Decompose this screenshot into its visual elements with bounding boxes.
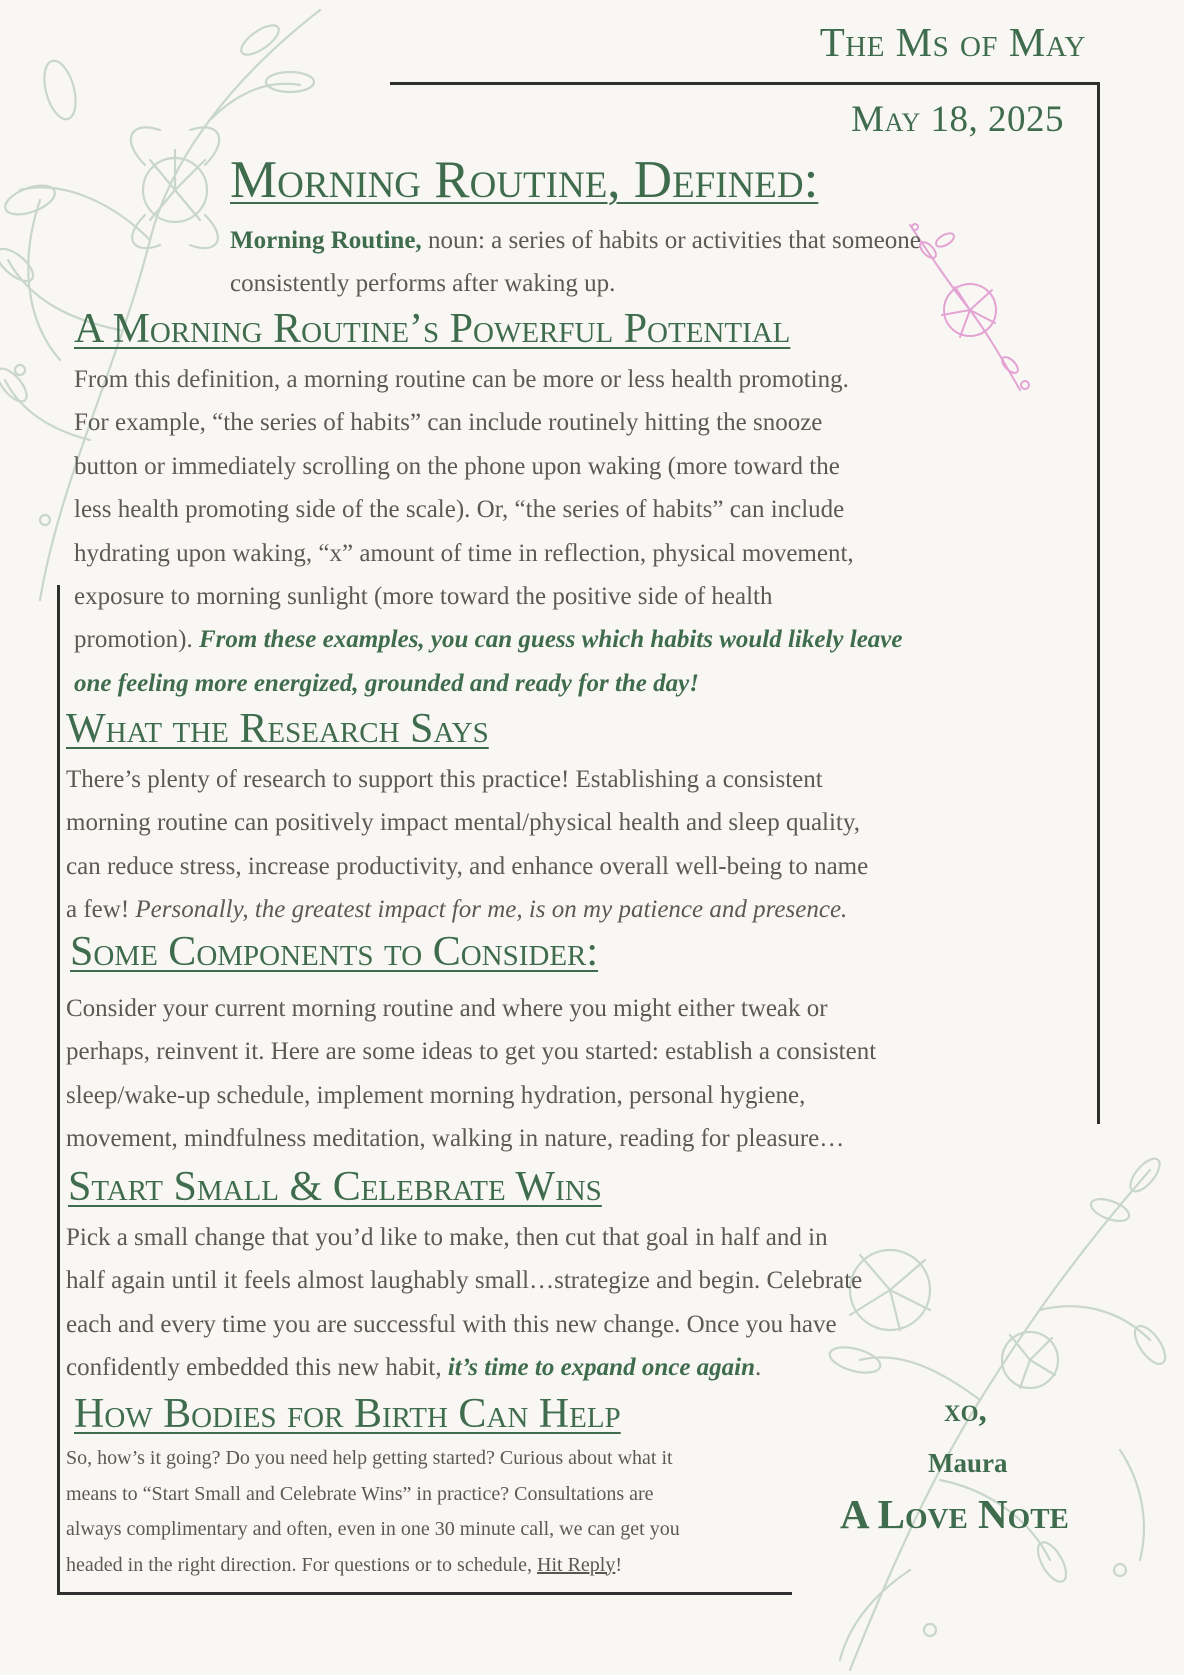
potential-text xyxy=(74,358,1094,705)
potential-line-7: promotion). xyxy=(74,626,199,654)
research-line-4: a few! xyxy=(66,896,136,924)
definition-line-2: consistently performs after waking up. xyxy=(230,270,616,298)
research-text xyxy=(66,758,1096,932)
start-small-emphasis: it’s time to expand once again xyxy=(447,1354,756,1382)
signoff-xo: xo, xyxy=(944,1393,987,1429)
heading-defined: Morning Routine, Defined: xyxy=(230,151,819,209)
top-rule xyxy=(390,82,1100,85)
start-small-line-1: Pick a small change that you’d like to make, then cut that goal in half and in xyxy=(66,1224,828,1251)
help-line-1: So, how’s it going? Do you need help getting started? Curious about what it xyxy=(66,1447,673,1469)
help-line-4: headed in the right direction. For questions or to schedule, xyxy=(66,1553,538,1576)
start-small-line-3: each and every time you are successful with this new change. Once you have xyxy=(66,1310,837,1338)
heading-help: How Bodies for Birth Can Help xyxy=(74,1391,621,1437)
definition-text xyxy=(230,219,1090,306)
components-line-3: sleep/wake-up schedule, implement morning hydration, personal hygiene, xyxy=(66,1081,806,1109)
research-line-3: can reduce stress, increase productivity, and enhance overall well-being to name xyxy=(66,852,869,880)
potential-line-2: For example, “the series of habits” can include routinely hitting the snooze xyxy=(74,409,823,437)
components-line-1: Consider your current morning routine and where you might either tweak or xyxy=(66,995,828,1022)
definition-line-1: noun: a series of habits or activities that someone xyxy=(421,227,921,254)
research-line-1: There’s plenty of research to support this practice! Establishing a consistent xyxy=(66,766,823,793)
potential-line-1: From this definition, a morning routine can be more or less health promoting. xyxy=(74,366,849,393)
help-end: ! xyxy=(615,1553,623,1576)
signoff-title: A Love Note xyxy=(840,1491,1069,1537)
components-text xyxy=(66,987,1106,1161)
heading-research: What the Research Says xyxy=(66,706,489,752)
start-small-line-4: confidently embedded this new habit, xyxy=(66,1354,448,1382)
heading-potential: A Morning Routine’s Powerful Potential xyxy=(74,306,791,352)
start-small-text xyxy=(66,1216,1106,1390)
help-line-3: always complimentary and often, even in one 30 minute call, we can get you xyxy=(66,1518,680,1540)
potential-line-3: button or immediately scrolling on the phone upon waking (more toward the xyxy=(74,452,840,480)
components-line-4: movement, mindfulness meditation, walking in nature, reading for pleasure… xyxy=(66,1125,845,1153)
left-rule xyxy=(57,585,60,1595)
potential-emphasis-2: one feeling more energized, grounded and ready for the day! xyxy=(74,669,699,697)
potential-line-4: less health promoting side of the scale). Or, “the series of habits” can include xyxy=(74,496,845,524)
signoff-name: Maura xyxy=(928,1448,1008,1478)
help-text xyxy=(66,1441,846,1583)
right-rule xyxy=(1097,82,1100,1124)
masthead: The Ms of May xyxy=(819,19,1086,65)
hit-reply-link[interactable]: Hit Reply xyxy=(537,1553,616,1576)
help-line-2: means to “Start Small and Celebrate Wins” in practice? Consultations are xyxy=(66,1482,654,1505)
definition-term: Morning Routine, xyxy=(230,227,422,254)
bottom-rule xyxy=(57,1592,792,1595)
start-small-line-2: half again until it feels almost laughably small…strategize and begin. Celebrate xyxy=(66,1267,863,1295)
research-italic: Personally, the greatest impact for me, is on my patience and presence. xyxy=(135,896,848,924)
potential-line-5: hydrating upon waking, “x” amount of time in reflection, physical movement, xyxy=(74,539,854,567)
components-line-2: perhaps, reinvent it. Here are some ideas to get you started: establish a consistent xyxy=(66,1038,877,1066)
potential-line-6: exposure to morning sunlight (more toward the positive side of health xyxy=(74,583,773,611)
research-line-2: morning routine can positively impact mental/physical health and sleep quality, xyxy=(66,809,861,837)
heading-start-small: Start Small & Celebrate Wins xyxy=(68,1164,602,1210)
start-small-end: . xyxy=(755,1354,762,1382)
issue-date: May 18, 2025 xyxy=(851,99,1064,140)
potential-emphasis-1: From these examples, you can guess which habits would likely leave xyxy=(199,626,903,654)
heading-components: Some Components to Consider: xyxy=(70,929,599,975)
